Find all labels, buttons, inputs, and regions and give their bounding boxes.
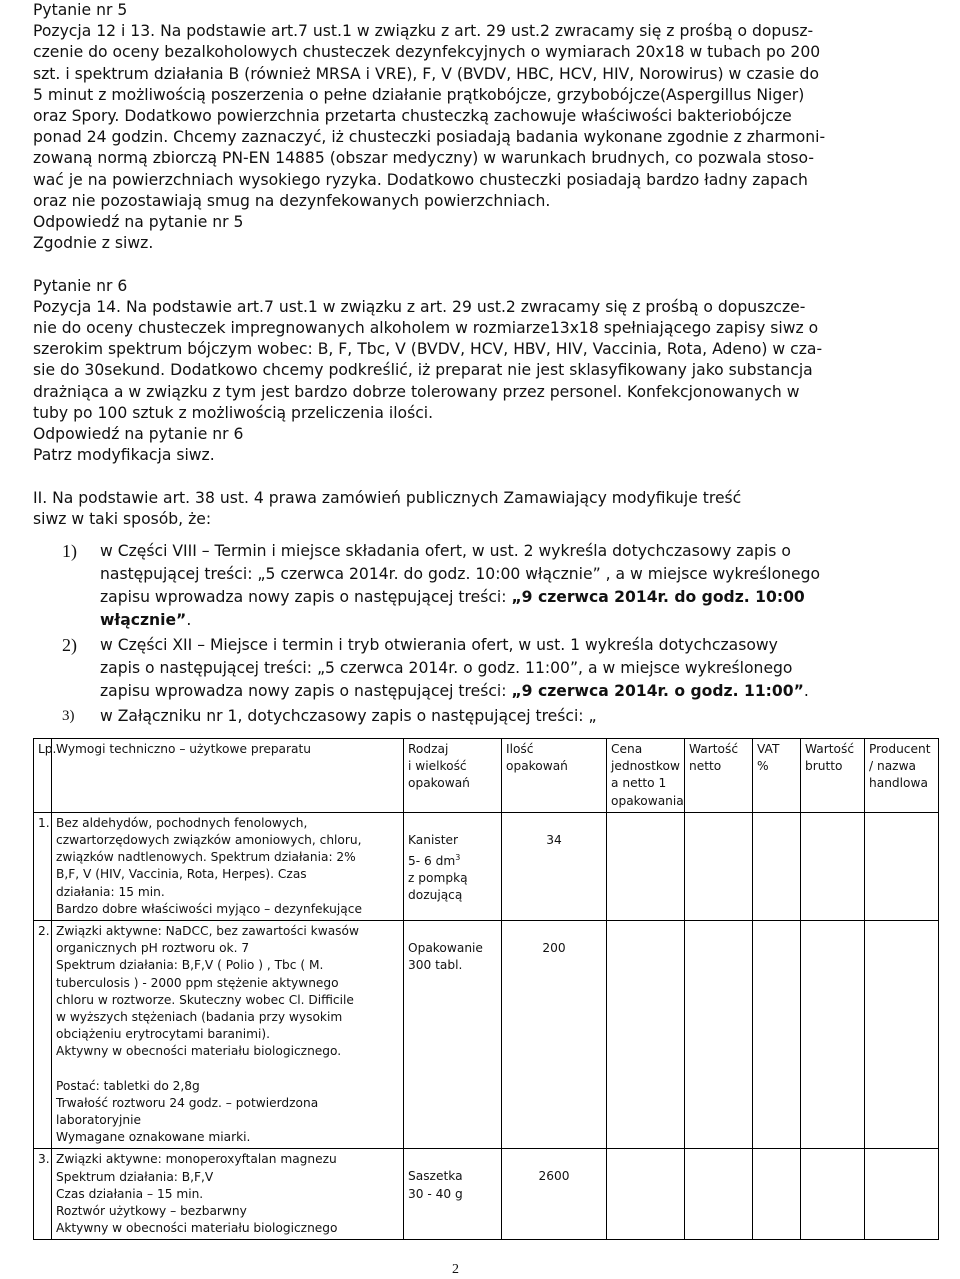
list-item-text: . xyxy=(186,611,192,629)
header-line: Producent xyxy=(869,742,931,756)
cell-line: Aktywny w obecności materiału biologicznego. xyxy=(56,1044,342,1059)
cell-line: dozującą xyxy=(408,888,463,903)
table-row xyxy=(34,812,939,920)
question-6-line: szerokim spektrum bójczym wobec: B, F, Tbc, V (BVDV, HCV, HBV, HIV, Vaccinia, Rota, Adeno) w cza- xyxy=(33,340,823,359)
section-2-line: II. Na podstawie art. 38 ust. 4 prawa zamówień publicznych Zamawiający modyfikuje treść xyxy=(33,488,742,507)
header-line: Wartość xyxy=(805,742,855,756)
question-6-heading: Pytanie nr 6 xyxy=(33,276,128,295)
cell-producent xyxy=(865,812,939,920)
cell-cena xyxy=(607,921,685,1149)
cell-wartosc-netto xyxy=(685,921,753,1149)
cell-wymogi xyxy=(52,1149,404,1240)
cell-line: w wyższych stężeniach (badania przy wysokim xyxy=(56,1010,343,1025)
answer-6-heading: Odpowiedź na pytanie nr 6 xyxy=(33,425,244,444)
list-item-line xyxy=(100,680,922,703)
header-line: brutto xyxy=(805,759,843,774)
cell-producent xyxy=(865,1149,939,1240)
specification-table xyxy=(33,738,939,1240)
cell-line: laboratoryjnie xyxy=(56,1113,141,1128)
cell-line: działania: 15 min. xyxy=(56,884,165,899)
header-line: i wielkość xyxy=(408,759,467,774)
header-line: opakowań xyxy=(408,776,470,791)
table-header-row xyxy=(34,739,939,813)
cell-cena xyxy=(607,1149,685,1240)
list-item-new-date-end: włącznie” xyxy=(100,611,187,629)
cell-line: Trwałość roztworu 24 godz. – potwierdzona xyxy=(56,1095,319,1110)
cell-line: związków nadtlenowych. Spektrum działania: 2% xyxy=(56,850,356,865)
list-item-line xyxy=(100,609,922,632)
cell-line: Saszetka xyxy=(408,1169,463,1184)
header-line: Wartość xyxy=(689,742,739,756)
question-5-line: 5 minut z możliwością poszerzenia o pełne działanie prątkobójcze, grzybobójcze(Aspergillus Niger) xyxy=(33,85,805,104)
question-5-line: wać je na powierzchniach wysokiego ryzyka. Dodatkowo chusteczki posiadają bardzo ładny zapach xyxy=(33,170,808,189)
cell-vat xyxy=(753,921,801,1149)
list-item-line: zapis o następującej treści: „5 czerwca 2014r. o godz. 11:00”, a w miejsce wykreślonego xyxy=(100,659,793,677)
header-lp: Lp. xyxy=(34,739,52,813)
cell-line: obciążeniu erytrocytami baranimi). xyxy=(56,1027,271,1042)
question-5-line: zowaną normą zbiorczą PN-EN 14885 (obszar medyczny) w warunkach brudnych, co pozwala stoso- xyxy=(33,149,815,168)
cell-wymogi xyxy=(52,921,404,1149)
cell-line xyxy=(408,849,497,870)
question-5-line: szt. i spektrum działania B (również MRSA i VRE), F, V (BVDV, HBC, HCV, HIV, Norowirus) w czasie do xyxy=(33,64,819,83)
answer-5-text: Zgodnie z siwz. xyxy=(33,234,154,253)
cell-lp: 3. xyxy=(34,1149,52,1240)
list-item-number: 1) xyxy=(62,541,77,561)
cell-line: Wymagane oznakowane miarki. xyxy=(56,1130,251,1145)
cell-line: chloru w roztworze. Skuteczny wobec Cl. Difficile xyxy=(56,992,354,1007)
cell-line: tuberculosis ) - 2000 ppm stężenie aktywnego xyxy=(56,975,339,990)
cell-lp: 1. xyxy=(34,812,52,920)
list-item-number: 2) xyxy=(62,635,77,655)
list-item-line: w Części VIII – Termin i miejsce składania ofert, w ust. 2 wykreśla dotychczasowy zapis o xyxy=(100,542,791,560)
header-line: handlowa xyxy=(869,776,928,791)
cell-ilosc xyxy=(502,1149,607,1240)
cell-wartosc-brutto xyxy=(801,812,865,920)
cell-rodzaj xyxy=(404,1149,502,1240)
cell-line: Spektrum działania: B,F,V ( Polio ) , Tbc ( M. xyxy=(56,958,324,973)
cell-value: 34 xyxy=(546,832,562,847)
cell-wartosc-brutto xyxy=(801,921,865,1149)
header-line: % xyxy=(757,759,769,774)
header-line: Rodzaj xyxy=(408,742,449,756)
question-5-line: Pozycja 12 i 13. Na podstawie art.7 ust.1 w związku z art. 29 ust.2 zwracamy się z prośbą o dopusz- xyxy=(33,22,814,41)
header-wartosc-brutto xyxy=(801,739,865,813)
section-2-line: siwz w taki sposób, że: xyxy=(33,509,212,528)
page-number: 2 xyxy=(452,1262,459,1277)
header-line: netto xyxy=(689,759,722,774)
cell-line: Roztwór użytkowy – bezbarwny xyxy=(56,1204,247,1219)
cell-value: 2600 xyxy=(538,1169,570,1184)
cell-rodzaj xyxy=(404,812,502,920)
list-item-number: 3) xyxy=(62,708,75,724)
cell-rodzaj xyxy=(404,921,502,1149)
cell-line: 300 tabl. xyxy=(408,958,463,973)
cell-line: Bardzo dobre właściwości myjąco – dezynfekujące xyxy=(56,901,362,916)
cell-line: Związki aktywne: NaDCC, bez zawartości kwasów xyxy=(56,924,359,939)
question-5-line: oraz Spory. Dodatkowo powierzchnia przetarta chusteczką zachowuje właściwości bakteriobójcze xyxy=(33,107,792,126)
question-6-line: sie do 30sekund. Dodatkowo chcemy podkreślić, iż preparat nie jest sklasyfikowany jako substancja xyxy=(33,361,813,380)
list-item-line: następującej treści: „5 czerwca 2014r. do godz. 10:00 włącznie” , a w miejsce wykreślonego xyxy=(100,565,821,583)
question-6-line: Pozycja 14. Na podstawie art.7 ust.1 w związku z art. 29 ust.2 zwracamy się z prośbą o dopuszcze- xyxy=(33,297,806,316)
list-item-text: zapisu wprowadza nowy zapis o następującej treści: xyxy=(100,682,512,700)
list-item-line xyxy=(100,586,922,609)
cell-line: Związki aktywne: monoperoxyftalan magnezu xyxy=(56,1152,337,1167)
cell-line: Bez aldehydów, pochodnych fenolowych, xyxy=(56,815,308,830)
list-item-new-date: „9 czerwca 2014r. do godz. 10:00 xyxy=(511,588,805,606)
question-6-line: nie do oceny chusteczek impregnowanych alkoholem w rozmiarze13x18 spełniającego zapisy siwz o xyxy=(33,319,819,338)
list-item-line: w Części XII – Miejsce i termin i tryb otwierania ofert, w ust. 1 wykreśla dotychczasowy xyxy=(100,636,778,654)
cell-line: czwartorzędowych związków amoniowych, chloru, xyxy=(56,833,362,848)
cell-line: Postać: tabletki do 2,8g xyxy=(56,1078,200,1093)
cell-line: Opakowanie xyxy=(408,941,483,956)
header-rodzaj xyxy=(404,739,502,813)
cell-line: Spektrum działania: B,F,V xyxy=(56,1169,214,1184)
cell-wartosc-brutto xyxy=(801,1149,865,1240)
question-5-block xyxy=(33,0,938,530)
list-item-text: . xyxy=(803,682,809,700)
list-item xyxy=(62,540,922,632)
list-item-text: zapisu wprowadza nowy zapis o następującej treści: xyxy=(100,588,512,606)
cell-wartosc-netto xyxy=(685,1149,753,1240)
cell-vat xyxy=(753,812,801,920)
header-line: opakowania xyxy=(611,793,684,808)
cell-cena xyxy=(607,812,685,920)
table-row xyxy=(34,1149,939,1240)
header-vat xyxy=(753,739,801,813)
answer-6-text: Patrz modyfikacja siwz. xyxy=(33,446,215,465)
cell-value: 200 xyxy=(542,941,566,956)
answer-5-heading: Odpowiedź na pytanie nr 5 xyxy=(33,213,244,232)
header-line: / nazwa xyxy=(869,759,917,774)
cell-line: organicznych pH roztworu ok. 7 xyxy=(56,941,250,956)
list-item xyxy=(62,634,922,703)
question-6-line: drażniąca a w związku z tym jest bardzo dobrze tolerowany przez personel. Konfekcjonowanych w xyxy=(33,382,800,401)
modification-list xyxy=(62,540,922,730)
cell-producent xyxy=(865,921,939,1149)
cell-lp: 2. xyxy=(34,921,52,1149)
question-5-heading: Pytanie nr 5 xyxy=(33,1,128,19)
cell-superscript: 3 xyxy=(455,853,461,863)
list-item-line: w Załączniku nr 1, dotychczasowy zapis o następującej treści: „ xyxy=(100,707,597,725)
header-line: a netto 1 xyxy=(611,776,667,791)
cell-vat xyxy=(753,1149,801,1240)
cell-wymogi xyxy=(52,812,404,920)
cell-line: Aktywny w obecności materiału biologicznego xyxy=(56,1221,338,1236)
cell-line: Czas działania – 15 min. xyxy=(56,1186,204,1201)
cell-line: z pompką xyxy=(408,871,468,886)
header-cena xyxy=(607,739,685,813)
table-row xyxy=(34,921,939,1149)
header-line: Cena xyxy=(611,742,643,756)
question-5-line: oraz nie pozostawiają smug na dezynfekowanych powierzchniach. xyxy=(33,191,551,210)
cell-line: Kanister xyxy=(408,832,458,847)
header-line: opakowań xyxy=(506,759,568,774)
list-item xyxy=(62,705,922,728)
cell-ilosc xyxy=(502,921,607,1149)
question-5-line: czenie do oceny bezalkoholowych chusteczek dezynfekcyjnych o wymiarach 20x18 w tubach po 200 xyxy=(33,43,821,62)
cell-wartosc-netto xyxy=(685,812,753,920)
cell-line: 30 - 40 g xyxy=(408,1186,463,1201)
question-6-line: tuby po 100 sztuk z możliwością przeliczenia ilości. xyxy=(33,403,434,422)
question-5-line: ponad 24 godzin. Chcemy zaznaczyć, iż chusteczki posiadają badania wykonane zgodnie z zharmoni- xyxy=(33,128,826,147)
list-item-new-date: „9 czerwca 2014r. o godz. 11:00” xyxy=(511,682,804,700)
header-line: Ilość xyxy=(506,742,534,756)
cell-line: B,F, V (HIV, Vaccinia, Rota, Herpes). Czas xyxy=(56,867,307,882)
header-wymogi: Wymogi techniczno – użytkowe preparatu xyxy=(52,739,404,813)
header-line: jednostkow xyxy=(611,759,680,774)
header-wartosc-netto xyxy=(685,739,753,813)
header-ilosc xyxy=(502,739,607,813)
cell-ilosc xyxy=(502,812,607,920)
header-line: VAT xyxy=(757,742,780,756)
cell-text: 5- 6 dm xyxy=(408,854,456,869)
header-producent xyxy=(865,739,939,813)
